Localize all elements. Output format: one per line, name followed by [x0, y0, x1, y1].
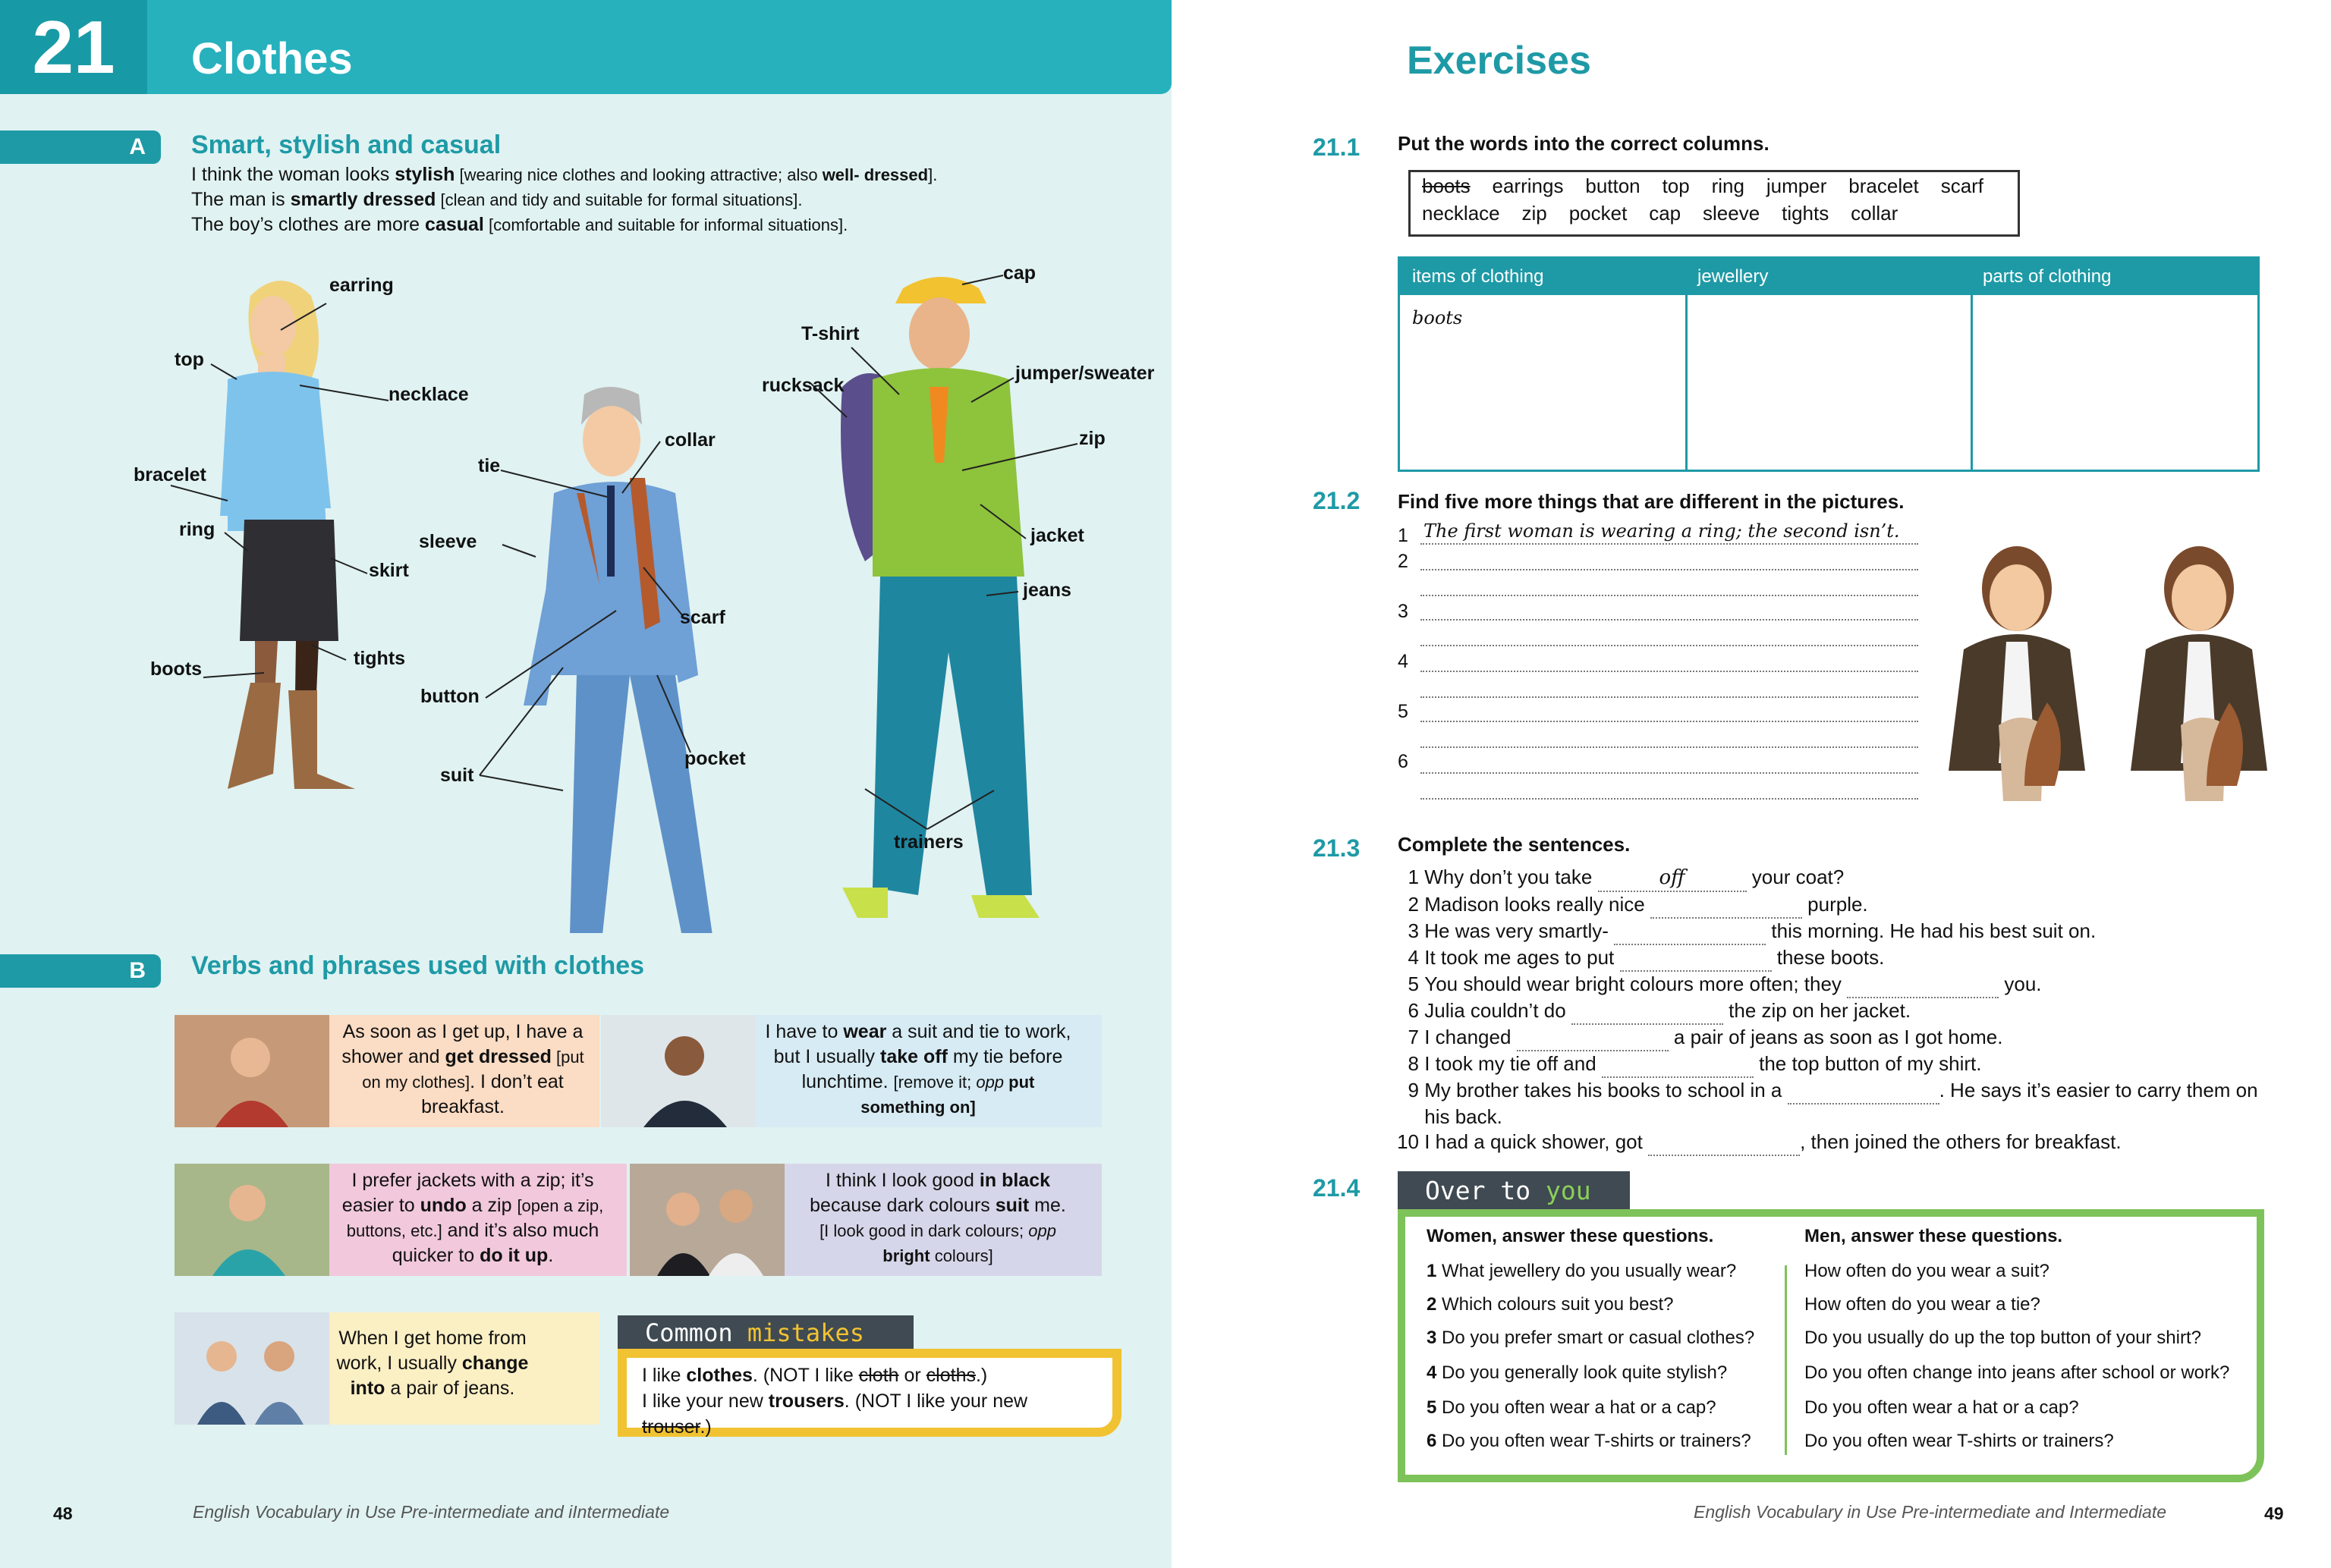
answer-line[interactable]	[1420, 721, 1918, 722]
column-table	[1398, 256, 2260, 472]
difference-pictures	[1933, 536, 2290, 801]
answer-line[interactable]	[1420, 645, 1918, 646]
men-heading: Men, answer these questions.	[1804, 1226, 2063, 1246]
exercise-21-2-question: Find five more things that are different in the pictures.	[1398, 490, 1905, 513]
answer-line[interactable]	[1420, 569, 1918, 570]
exercises-title: Exercises	[1407, 39, 1591, 83]
label-tshirt: T-shirt	[801, 323, 860, 344]
label-ring: ring	[179, 519, 215, 540]
answer-line[interactable]	[1420, 671, 1918, 672]
label-tights: tights	[354, 648, 406, 669]
sentence-8: 8 I took my tie off and the top button of my shirt.	[1392, 1051, 2264, 1078]
section-a-marker: A	[0, 130, 161, 164]
unit-title: Clothes	[191, 34, 353, 83]
label-boots: boots	[150, 658, 203, 680]
section-a-text: I think the woman looks stylish [wearing nice clothes and looking attractive; also well- dressed]. The man is smartly dressed [clean and tidy and suitable for formal situations]. The boy’s clothes are more casual [comfortable and suitable for informal situations].	[191, 164, 938, 235]
word-row-1: boots earrings button top ring jumper bracelet scarf	[1422, 174, 1984, 197]
label-tie: tie	[478, 455, 501, 476]
sentence-5: 5 You should wear bright colours more often; they you.	[1392, 972, 2264, 998]
exercise-21-3-question: Complete the sentences.	[1398, 833, 1631, 856]
sentence-2: 2 Madison looks really nice purple.	[1392, 892, 2264, 919]
label-trainers: trainers	[894, 831, 964, 853]
photo-woman-coffee	[175, 1015, 329, 1127]
label-necklace: necklace	[388, 384, 469, 405]
phrase-card-take-off: I have to wear a suit and tie to work, but I usually take off my tie before lunchtime. [remove it; opp put something on]	[601, 1015, 1102, 1127]
men-question-3: Do you usually do up the top button of your shirt?	[1804, 1328, 2201, 1348]
answer-line[interactable]	[1420, 746, 1918, 748]
col-header-parts-of-clothing: parts of clothing	[1983, 266, 2112, 287]
label-pocket: pocket	[684, 748, 746, 769]
photo-friends-sitting	[175, 1312, 329, 1425]
label-earring: earring	[329, 275, 394, 296]
answer-line[interactable]	[1420, 595, 1918, 596]
sentence-6: 6 Julia couldn’t do the zip on her jacket.	[1392, 998, 2264, 1025]
sentence-10: 10 I had a quick shower, got , then joined the others for breakfast.	[1392, 1130, 2264, 1156]
unit-header	[0, 0, 1172, 94]
label-rucksack: rucksack	[762, 375, 845, 396]
phrase-card-get-dressed: As soon as I get up, I have a shower and get dressed [put on my clothes]. I don’t eat breakfast.	[175, 1015, 599, 1127]
label-cap: cap	[1003, 262, 1037, 284]
exercise-21-1-question: Put the words into the correct columns.	[1398, 132, 1769, 155]
answer-line[interactable]	[1420, 772, 1918, 774]
sentence-9: 9 My brother takes his books to school in a . He says it’s easier to carry them on	[1392, 1078, 2264, 1105]
label-collar: collar	[665, 429, 716, 451]
answer-line[interactable]	[1420, 798, 1918, 800]
women-question-5: 5 Do you often wear a hat or a cap?	[1427, 1397, 1716, 1418]
difference-number: 5	[1398, 701, 1408, 722]
woman-figure	[220, 281, 355, 789]
section-b-marker: B	[0, 954, 161, 988]
exercise-21-1-number: 21.1	[1313, 134, 1361, 161]
men-question-1: How often do you wear a suit?	[1804, 1261, 2049, 1281]
sentence-3: 3 He was very smartly- this morning. He had his best suit on.	[1392, 919, 2264, 945]
difference-example-answer: The first woman is wearing a ring; the second isn’t.	[1423, 520, 1900, 542]
common-mistakes-box: I like clothes. (NOT I like cloth or cloths.) I like your new trousers. (NOT I like your new trouser.)	[618, 1349, 1121, 1437]
col-header-jewellery: jewellery	[1697, 266, 1769, 287]
women-question-3: 3 Do you prefer smart or casual clothes?	[1427, 1328, 1755, 1348]
photo-businessman	[601, 1015, 756, 1127]
men-question-2: How often do you wear a tie?	[1804, 1294, 2040, 1315]
women-question-1: 1 What jewellery do you usually wear?	[1427, 1261, 1737, 1281]
girl-picture-2	[2131, 546, 2267, 801]
label-suit: suit	[440, 765, 474, 786]
right-footer-text: English Vocabulary in Use Pre-intermediate and Intermediate	[1694, 1502, 2167, 1522]
left-footer-text: English Vocabulary in Use Pre-intermediate and iIntermediate	[193, 1502, 670, 1522]
difference-number: 1	[1398, 525, 1408, 546]
photo-woman-jacket	[175, 1164, 329, 1276]
answer-line[interactable]	[1420, 696, 1918, 698]
section-a-heading: Smart, stylish and casual	[191, 130, 502, 159]
women-question-6: 6 Do you often wear T-shirts or trainers?	[1427, 1431, 1751, 1451]
photo-women-talking	[630, 1164, 785, 1276]
sentence-4: 4 It took me ages to put these boots.	[1392, 945, 2264, 972]
right-page-number: 49	[2264, 1504, 2284, 1523]
label-sleeve: sleeve	[419, 531, 477, 552]
common-mistakes-tab: Common mistakes	[618, 1315, 914, 1350]
sentence-list	[1392, 865, 2264, 1156]
column-divider	[1785, 1265, 1787, 1455]
phrase-card-in-black: I think I look good in black because dark colours suit me. [I look good in dark colours; opp bright colours]	[630, 1164, 1102, 1276]
over-to-you-box	[1398, 1209, 2264, 1482]
unit-number: 21	[0, 0, 147, 94]
section-b-heading: Verbs and phrases used with clothes	[191, 951, 645, 980]
women-question-2: 2 Which colours suit you best?	[1427, 1294, 1674, 1315]
label-button: button	[420, 686, 480, 707]
women-question-4: 4 Do you generally look quite stylish?	[1427, 1362, 1728, 1383]
girl-picture-1	[1949, 546, 2085, 801]
label-jumper: jumper/sweater	[1015, 363, 1155, 384]
phrase-card-change-into: When I get home from work, I usually change into a pair of jeans.	[175, 1312, 599, 1425]
difference-number: 3	[1398, 601, 1408, 622]
label-jacket: jacket	[1030, 525, 1084, 546]
col-header-items-of-clothing: items of clothing	[1412, 266, 1544, 287]
sentence-1: 1 Why don’t you take off your coat?	[1392, 865, 2264, 892]
exercise-21-2-number: 21.2	[1313, 487, 1361, 514]
column-example-answer: boots	[1412, 307, 1463, 328]
over-to-you-tab: Over to you	[1398, 1171, 1630, 1211]
difference-number: 6	[1398, 751, 1408, 772]
difference-number: 4	[1398, 651, 1408, 672]
left-page-number: 48	[53, 1504, 73, 1523]
label-top: top	[175, 349, 204, 370]
phrase-card-zip: I prefer jackets with a zip; it’s easier to undo a zip [open a zip, buttons, etc.] and it’s also much quicker to do it up.	[175, 1164, 627, 1276]
word-row-2: necklace zip pocket cap sleeve tights collar	[1422, 202, 1898, 225]
man-figure	[516, 387, 721, 933]
difference-number: 2	[1398, 551, 1408, 572]
label-scarf: scarf	[680, 607, 725, 628]
exercise-21-3-number: 21.3	[1313, 834, 1361, 862]
sentence-7: 7 I changed a pair of jeans as soon as I got home.	[1392, 1025, 2264, 1051]
answer-line[interactable]	[1420, 619, 1918, 621]
label-jeans: jeans	[1023, 580, 1071, 601]
label-bracelet: bracelet	[134, 464, 206, 485]
women-heading: Women, answer these questions.	[1427, 1226, 1714, 1246]
sentence-9-continued: his back.	[1424, 1105, 1502, 1128]
men-question-4: Do you often change into jeans after school or work?	[1804, 1362, 2230, 1383]
exercise-21-4-number: 21.4	[1313, 1174, 1361, 1202]
men-question-5: Do you often wear a hat or a cap?	[1804, 1397, 2079, 1418]
label-skirt: skirt	[369, 560, 409, 581]
label-zip: zip	[1079, 428, 1106, 449]
men-question-6: Do you often wear T-shirts or trainers?	[1804, 1431, 2114, 1451]
